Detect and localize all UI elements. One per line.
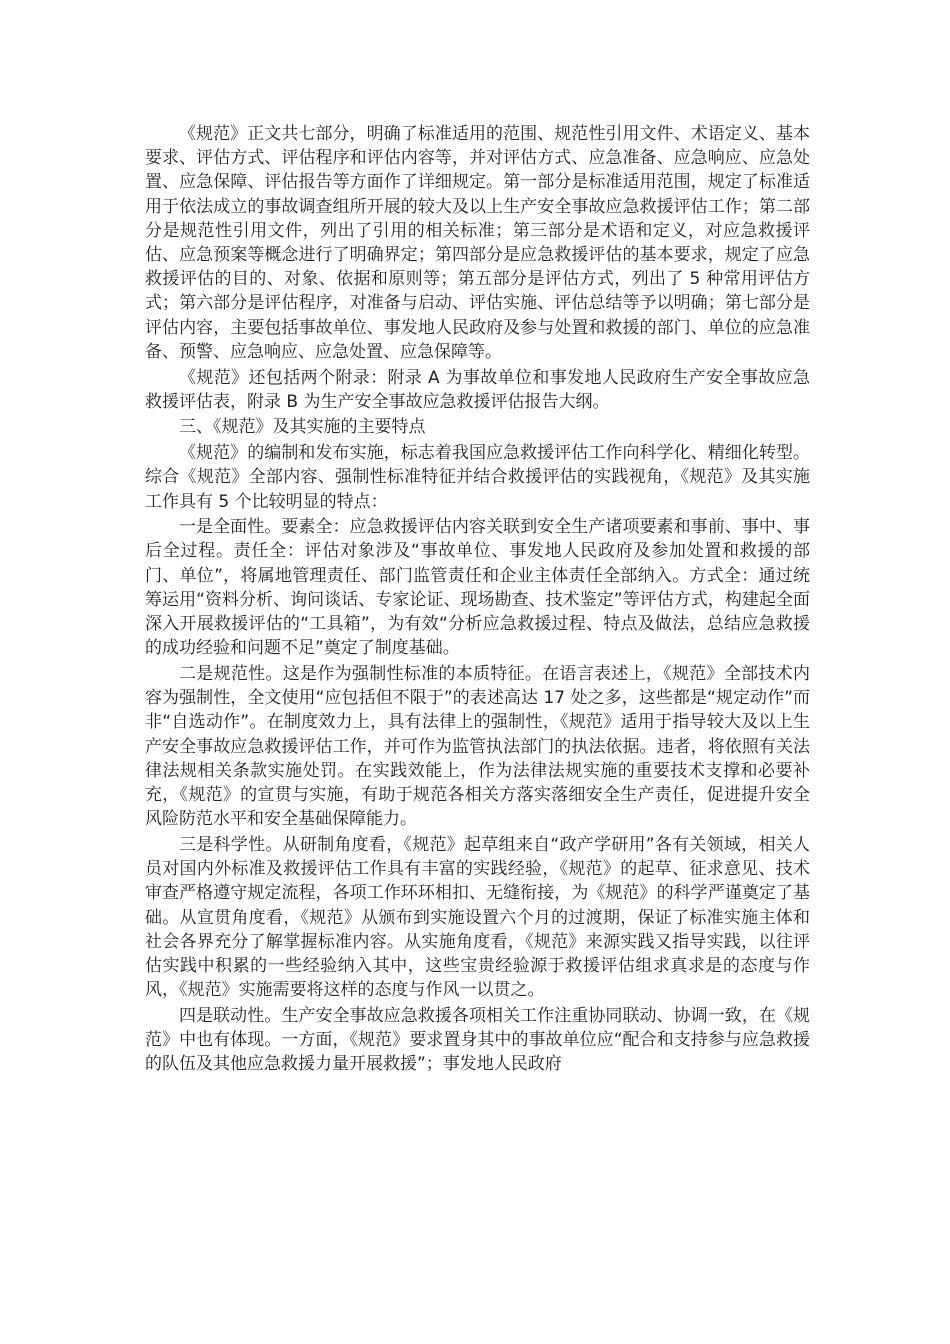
paragraph-structure-overview: 《规范》正文共七部分，明确了标准适用的范围、规范性引用文件、术语定义、基本要求、评估方式、评估程序和评估内容等，并对评估方式、应急准备、应急响应、应急处置、应急保障、评估报告等方面作了详细规定。第一部分是标准适用范围，规定了标准适用于依法成立的事故调查组所开展的较大及以上生产安全事故应急救援评估工作；第二部分是规范性引用文件，列出了引用的相关标准；第三部分是术语和定义，对应急救援评估、应急预案等概念进行了明确界定；第四部分是应急救援评估的基本要求，规定了应急救援评估的目的、对象、依据和原则等；第五部分是评估方式，列出了 5 种常用评估方式；第六部分是评估程序，对准备与启动、评估实施、评估总结等予以明确；第七部分是评估内容，主要包括事故单位、事发地人民政府及参与处置和救援的部门、单位的应急准备、预警、应急响应、应急处置、应急保障等。 <box>145 124 810 362</box>
paragraph-linkage: 四是联动性。生产安全事故应急救援各项相关工作注重协同联动、协调一致，在《规范》中也有体现。一方面，《规范》要求置身其中的事故单位应“配合和支持参与应急救援的队伍及其他应急救援力量开展救援”；事发地人民政府 <box>145 1005 810 1075</box>
paragraph-comprehensiveness: 一是全面性。要素全：应急救援评估内容关联到安全生产诸项要素和事前、事中、事后全过程。责任全：评估对象涉及“事故单位、事发地人民政府及参加处置和救援的部门、单位”，将属地管理责任、部门监管责任和企业主体责任全部纳入。方式全：通过统筹运用“资料分析、询问谈话、专家论证、现场勘查、技术鉴定”等评估方式，构建起全面深入开展救援评估的“工具箱”，为有效“分析应急救援过程、特点及做法，总结应急救援的成功经验和问题不足”奠定了制度基础。 <box>145 517 810 659</box>
paragraph-scientificity: 三是科学性。从研制角度看，《规范》起草组来自“政产学研用”各有关领域，相关人员对国内外标准及救援评估工作具有丰富的实践经验，《规范》的起草、征求意见、技术审查严格遵守规定流程，各项工作环环相扣、无缝衔接，为《规范》的科学严谨奠定了基础。从宣贯角度看，《规范》从颁布到实施设置六个月的过渡期，保证了标准实施主体和社会各界充分了解掌握标准内容。从实施角度看，《规范》来源实践又指导实践，以往评估实践中积累的一些经验纳入其中，这些宝贵经验源于救援评估组求真求是的态度与作风，《规范》实施需要将这样的态度与作风一以贯之。 <box>145 834 810 1001</box>
paragraph-normativity: 二是规范性。这是作为强制性标准的本质特征。在语言表述上，《规范》全部技术内容为强制性，全文使用“应包括但不限于”的表述高达 17 处之多，这些都是“规定动作”而非“自选动作”。在制度效力上，具有法律上的强制性，《规范》适用于指导较大及以上生产安全事故应急救援评估工作，并可作为监管执法部门的执法依据。违者，将依照有关法律法规相关条款实施处罚。在实践效能上，作为法律法规实施的重要技术支撑和必要补充，《规范》的宣贯与实施，有助于规范各相关方落实落细安全生产责任，促进提升安全风险防范水平和安全基础保障能力。 <box>145 663 810 830</box>
paragraph-appendices: 《规范》还包括两个附录：附录 A 为事故单位和事发地人民政府生产安全事故应急救援评估表，附录 B 为生产安全事故应急救援评估报告大纲。 <box>145 367 810 412</box>
paragraph-features-intro: 《规范》的编制和发布实施，标志着我国应急救援评估工作向科学化、精细化转型。综合《规范》全部内容、强制性标准特征并结合救援评估的实践视角，《规范》及其实施工作具有 5 个比较明显的特点： <box>145 443 810 512</box>
section-heading-features: 三、《规范》及其实施的主要特点 <box>179 417 426 438</box>
document-body <box>145 122 810 1076</box>
